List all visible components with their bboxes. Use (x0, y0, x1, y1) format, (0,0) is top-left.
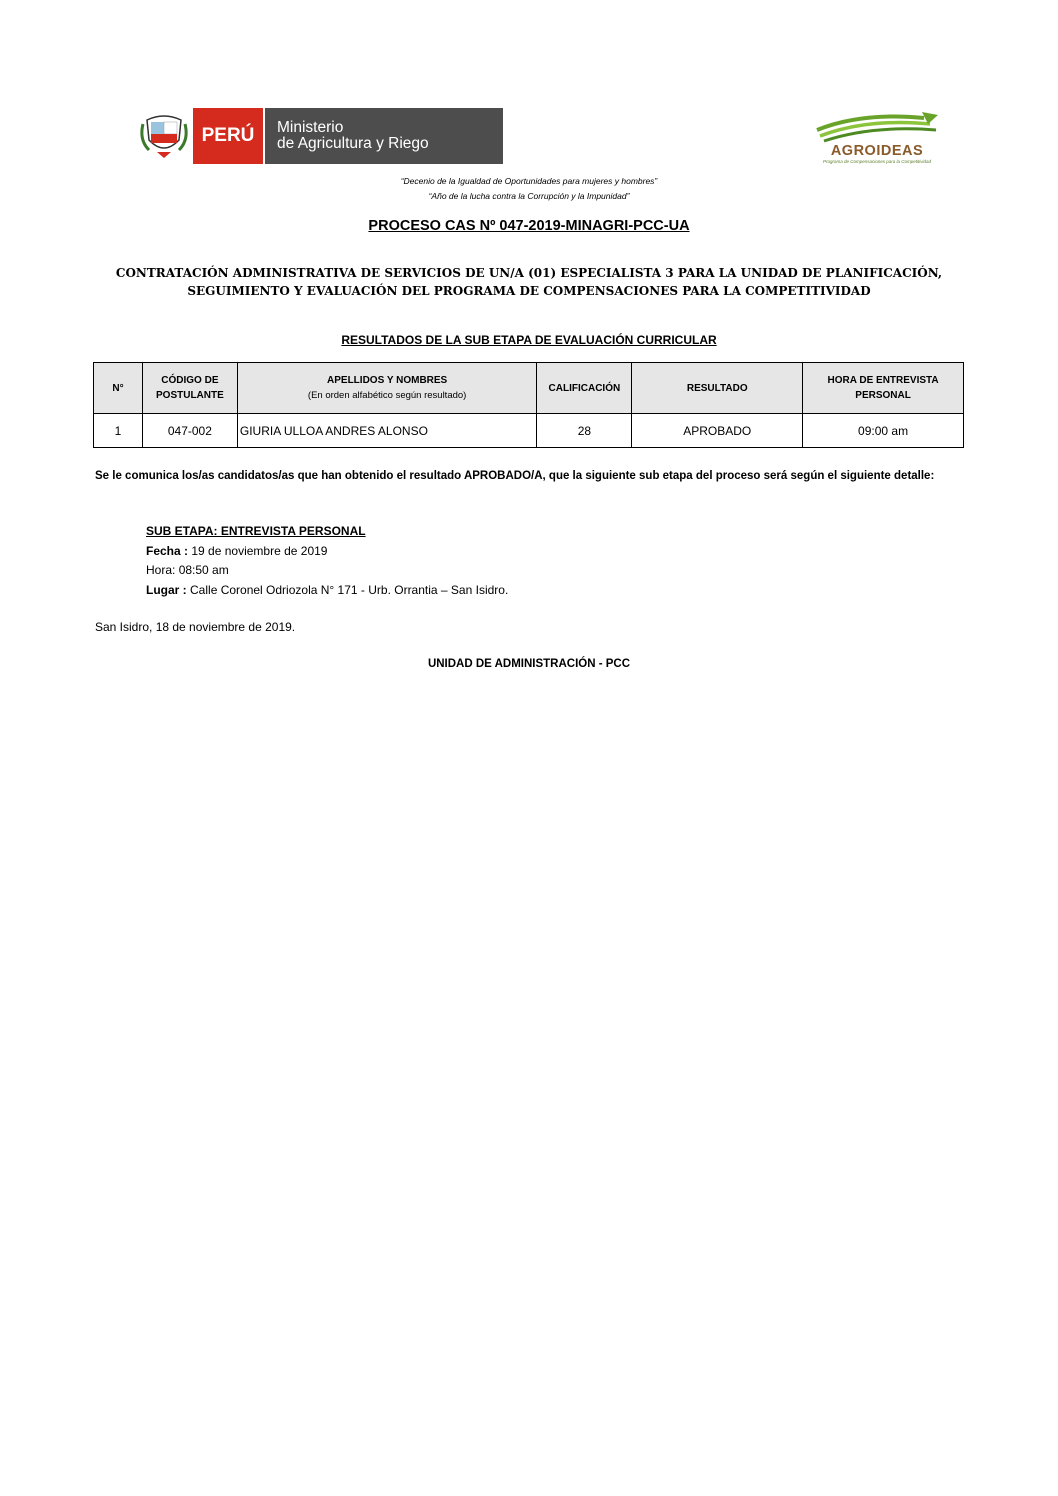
col-name-line-1: APELLIDOS Y NOMBRES (327, 375, 448, 386)
place-date: San Isidro, 18 de noviembre de 2019. (95, 620, 296, 634)
ministry-line-1: Ministerio (277, 119, 344, 136)
detail-heading: SUB ETAPA: ENTREVISTA PERSONAL (146, 524, 366, 538)
ministry-name (263, 108, 503, 164)
cell-code: 047-002 (142, 414, 237, 448)
subject-line-1: CONTRATACIÓN ADMINISTRATIVA DE SERVICIOS DE UN/A (01) ESPECIALISTA 3 PARA LA UNIDAD DE PLANIFICACIÓN, (115, 266, 943, 280)
col-code (142, 363, 237, 414)
ministry-logo (135, 108, 503, 164)
col-code-line-1: CÓDIGO DE (161, 375, 219, 386)
decenio-line-1: “Decenio de la Igualdad de Oportunidades para mujeres y hombres” (400, 176, 658, 186)
subject-line-2: SEGUIMIENTO Y EVALUACIÓN DEL PROGRAMA DE COMPENSACIONES PARA LA COMPETITIVIDAD (187, 284, 871, 298)
agroideas-name: AGROIDEAS (830, 143, 924, 159)
col-score: CALIFICACIÓN (537, 363, 632, 414)
col-code-line-2: POSTULANTE (156, 390, 224, 401)
decenio-line-2: “Año de la lucha contra la Corrupción y la Impunidad” (428, 191, 630, 201)
col-time-line-1: HORA DE ENTREVISTA (827, 375, 939, 386)
time-label: Hora: (146, 563, 176, 577)
col-name (237, 363, 537, 414)
date-label: Fecha : (146, 543, 189, 558)
cell-result: APROBADO (632, 414, 803, 448)
results-title: RESULTADOS DE LA SUB ETAPA DE EVALUACIÓN CURRICULAR (341, 333, 717, 347)
issuing-unit: UNIDAD DE ADMINISTRACIÓN - PCC (427, 658, 631, 670)
table-header-row (94, 363, 964, 414)
col-name-line-2: (En orden alfabético según resultado) (307, 390, 467, 401)
detail-date (146, 542, 508, 562)
col-time-line-2: PERSONAL (855, 390, 911, 401)
col-num: N° (94, 363, 143, 414)
place-value: Calle Coronel Odriozola N° 171 - Urb. Orrantia – San Isidro. (190, 582, 509, 597)
coat-of-arms-icon (135, 108, 193, 164)
col-result: RESULTADO (632, 363, 803, 414)
col-time (803, 363, 964, 414)
peru-label: PERÚ (193, 108, 263, 164)
cell-num: 1 (94, 414, 143, 448)
agroideas-subtitle: Programa de Compensaciones para la Competitividad (822, 159, 932, 164)
date-value: 19 de noviembre de 2019 (191, 543, 328, 558)
cell-score: 28 (537, 414, 632, 448)
cell-time: 09:00 am (803, 414, 964, 448)
notice-paragraph: Se le comunica los/as candidatos/as que han obtenido el resultado APROBADO/A, que la siguiente sub etapa del proceso será según el siguiente detalle: (95, 470, 935, 482)
table-row (94, 414, 964, 448)
detail-time (146, 561, 508, 581)
place-label: Lugar : (146, 582, 187, 597)
time-value: 08:50 am (178, 563, 229, 577)
interview-detail (146, 522, 508, 600)
results-table (93, 362, 964, 448)
process-title: PROCESO CAS Nº 047-2019-MINAGRI-PCC-UA (368, 218, 690, 234)
subject (100, 264, 958, 300)
detail-place (146, 581, 508, 601)
cell-name: GIURIA ULLOA ANDRES ALONSO (237, 414, 537, 448)
ministry-line-2: de Agricultura y Riego (277, 135, 429, 152)
